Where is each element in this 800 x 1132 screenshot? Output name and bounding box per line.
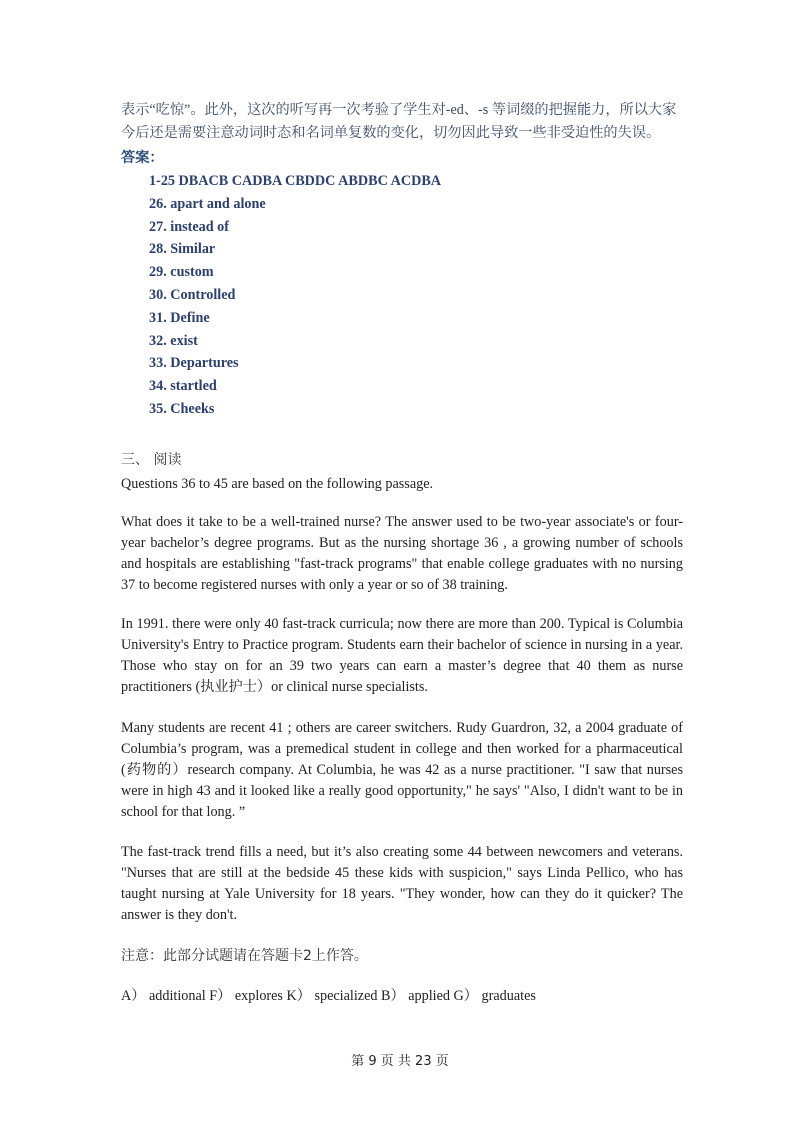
page-footer: 第 9 页 共 23 页 bbox=[351, 1054, 449, 1069]
answer-sheet-note: 注意：此部分试题请在答题卡2上作答。 bbox=[121, 948, 368, 964]
answer-item: 34. startled bbox=[149, 378, 217, 395]
answers-heading: 答案： bbox=[121, 150, 164, 166]
answer-item: 33. Departures bbox=[149, 355, 239, 372]
passage-paragraph: Many students are recent 41 ; others are career switchers. Rudy Guardron, 32, a 2004 graduate of Columbia’s program, was a premedical student in college and then worked for a pharmaceutical (药物的）research company. At Columbia, he was 42 as a nurse practitioner. "I saw that nurses were in high 43 and it looked like a really good opportunity," he says' "Also, I didn't want to be in school for that long. ” bbox=[121, 720, 683, 820]
passage-paragraph: In 1991. there were only 40 fast-track curricula; now there are more than 200. Typical is Columbia University's Entry to Practice program. Students earn their bachelor of science in nursing in a year. Those who stay on for an 39 two years can earn a master’s degree that 40 them as nurse practitioners (执业护士）or clinical nurse specialists. bbox=[121, 616, 683, 695]
word-options: A） additional F） explores K） specialized B） applied G） graduates bbox=[121, 988, 536, 1004]
passage-paragraph: What does it take to be a well-trained nurse? The answer used to be two-year associate's or four-year bachelor’s degree programs. But as the nursing shortage 36 , a growing number of schools and hospitals are establishing "fast-track programs" that enable college graduates with no nursing 37 to become registered nurses with only a year or so of 38 training. bbox=[121, 514, 683, 593]
answer-item: 30. Controlled bbox=[149, 286, 236, 303]
answer-item: 29. custom bbox=[149, 264, 214, 281]
answer-item: 35. Cheeks bbox=[149, 400, 215, 417]
intro-paragraph: 表示“吃惊”。此外，这次的听写再一次考验了学生对-ed、-s 等词缀的把握能力，所以大家今后还是需要注意动词时态和名词单复数的变化，切勿因此导致一些非受迫性的失误。 bbox=[121, 102, 677, 141]
passage-paragraph: The fast-track trend fills a need, but it’s also creating some 44 between newcomers and veterans. "Nurses that are still at the bedside 45 these kids with suspicion," says Linda Pellico, who has taught nursing at Yale University for 18 years. "They wonder, how can they do it quicker? The answer is they don't. bbox=[121, 844, 683, 923]
answer-item: 28. Similar bbox=[149, 241, 216, 258]
answer-item: 31. Define bbox=[149, 309, 210, 326]
answer-item: 26. apart and alone bbox=[149, 195, 266, 212]
answer-item: 1-25 DBACB CADBA CBDDC ABDBC ACDBA bbox=[149, 173, 442, 189]
answer-item: 27. instead of bbox=[149, 218, 230, 235]
passage-lead: Questions 36 to 45 are based on the following passage. bbox=[121, 476, 434, 492]
answer-item: 32. exist bbox=[149, 332, 198, 349]
section-heading: 三、 阅读 bbox=[121, 452, 182, 468]
answer-list bbox=[149, 170, 441, 421]
